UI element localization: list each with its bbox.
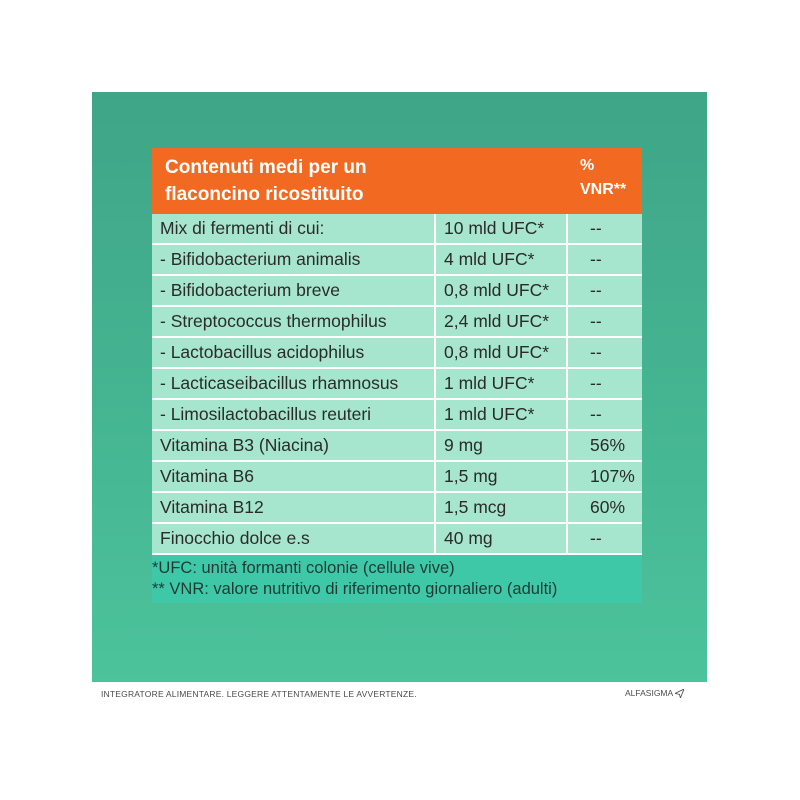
nutrient-name: - Streptococcus thermophilus [152,306,435,337]
table-header [152,148,642,214]
nutrient-amount: 40 mg [435,523,567,554]
nutrient-vnr: -- [567,523,642,554]
nutrient-amount: 1 mld UFC* [435,399,567,430]
header-vnr-line1: % [580,157,595,174]
nutrient-amount: 1,5 mg [435,461,567,492]
header-vnr [570,148,642,214]
header-title-line1: Contenuti medi per un [165,157,367,178]
table-row [152,461,642,492]
table-row [152,244,642,275]
footnote-ufc: *UFC: unità formanti colonie (cellule vive) [152,559,455,577]
nutrient-amount: 1 mld UFC* [435,368,567,399]
nutrient-name: - Limosilactobacillus reuteri [152,399,435,430]
nutrient-amount: 1,5 mcg [435,492,567,523]
disclaimer-text: INTEGRATORE ALIMENTARE. LEGGERE ATTENTAMENTE LE AVVERTENZE. [101,689,417,699]
nutrient-vnr: -- [567,337,642,368]
nutrient-name: Vitamina B3 (Niacina) [152,430,435,461]
nutrient-amount: 0,8 mld UFC* [435,337,567,368]
table-row [152,337,642,368]
table-row [152,275,642,306]
table-row [152,523,642,554]
nutrient-name: - Bifidobacterium breve [152,275,435,306]
nutrient-rows [152,214,642,555]
nutrient-vnr: -- [567,368,642,399]
nutrient-name: Finocchio dolce e.s [152,523,435,554]
nutrient-name: Vitamina B6 [152,461,435,492]
nutrient-vnr: 60% [567,492,642,523]
nutrient-amount: 0,8 mld UFC* [435,275,567,306]
header-title [152,148,570,214]
brand-logo [625,688,684,698]
nutrient-name: - Lacticaseibacillus rhamnosus [152,368,435,399]
nutrient-vnr: -- [567,306,642,337]
table-row [152,430,642,461]
header-vnr-line2: VNR** [580,181,627,198]
nutrient-vnr: -- [567,244,642,275]
table-row [152,492,642,523]
table-row [152,368,642,399]
nutrient-amount: 2,4 mld UFC* [435,306,567,337]
paper-plane-icon [675,689,684,698]
nutrient-name: - Lactobacillus acidophilus [152,337,435,368]
nutrient-name: Mix di fermenti di cui: [152,214,435,244]
brand-name: ALFASIGMA [625,688,674,698]
nutrient-amount: 9 mg [435,430,567,461]
table-row [152,306,642,337]
nutrient-vnr: -- [567,399,642,430]
table-row [152,214,642,244]
footnotes [152,555,642,603]
nutrition-table [152,148,642,603]
nutrient-amount: 4 mld UFC* [435,244,567,275]
nutrient-vnr: 107% [567,461,642,492]
nutrient-name: - Bifidobacterium animalis [152,244,435,275]
footnote-vnr: ** VNR: valore nutritivo di riferimento giornaliero (adulti) [152,580,558,598]
nutrient-name: Vitamina B12 [152,492,435,523]
nutrient-vnr: -- [567,214,642,244]
nutrient-vnr: 56% [567,430,642,461]
header-title-line2: flaconcino ricostituito [165,184,364,205]
table-row [152,399,642,430]
nutrient-vnr: -- [567,275,642,306]
nutrient-amount: 10 mld UFC* [435,214,567,244]
